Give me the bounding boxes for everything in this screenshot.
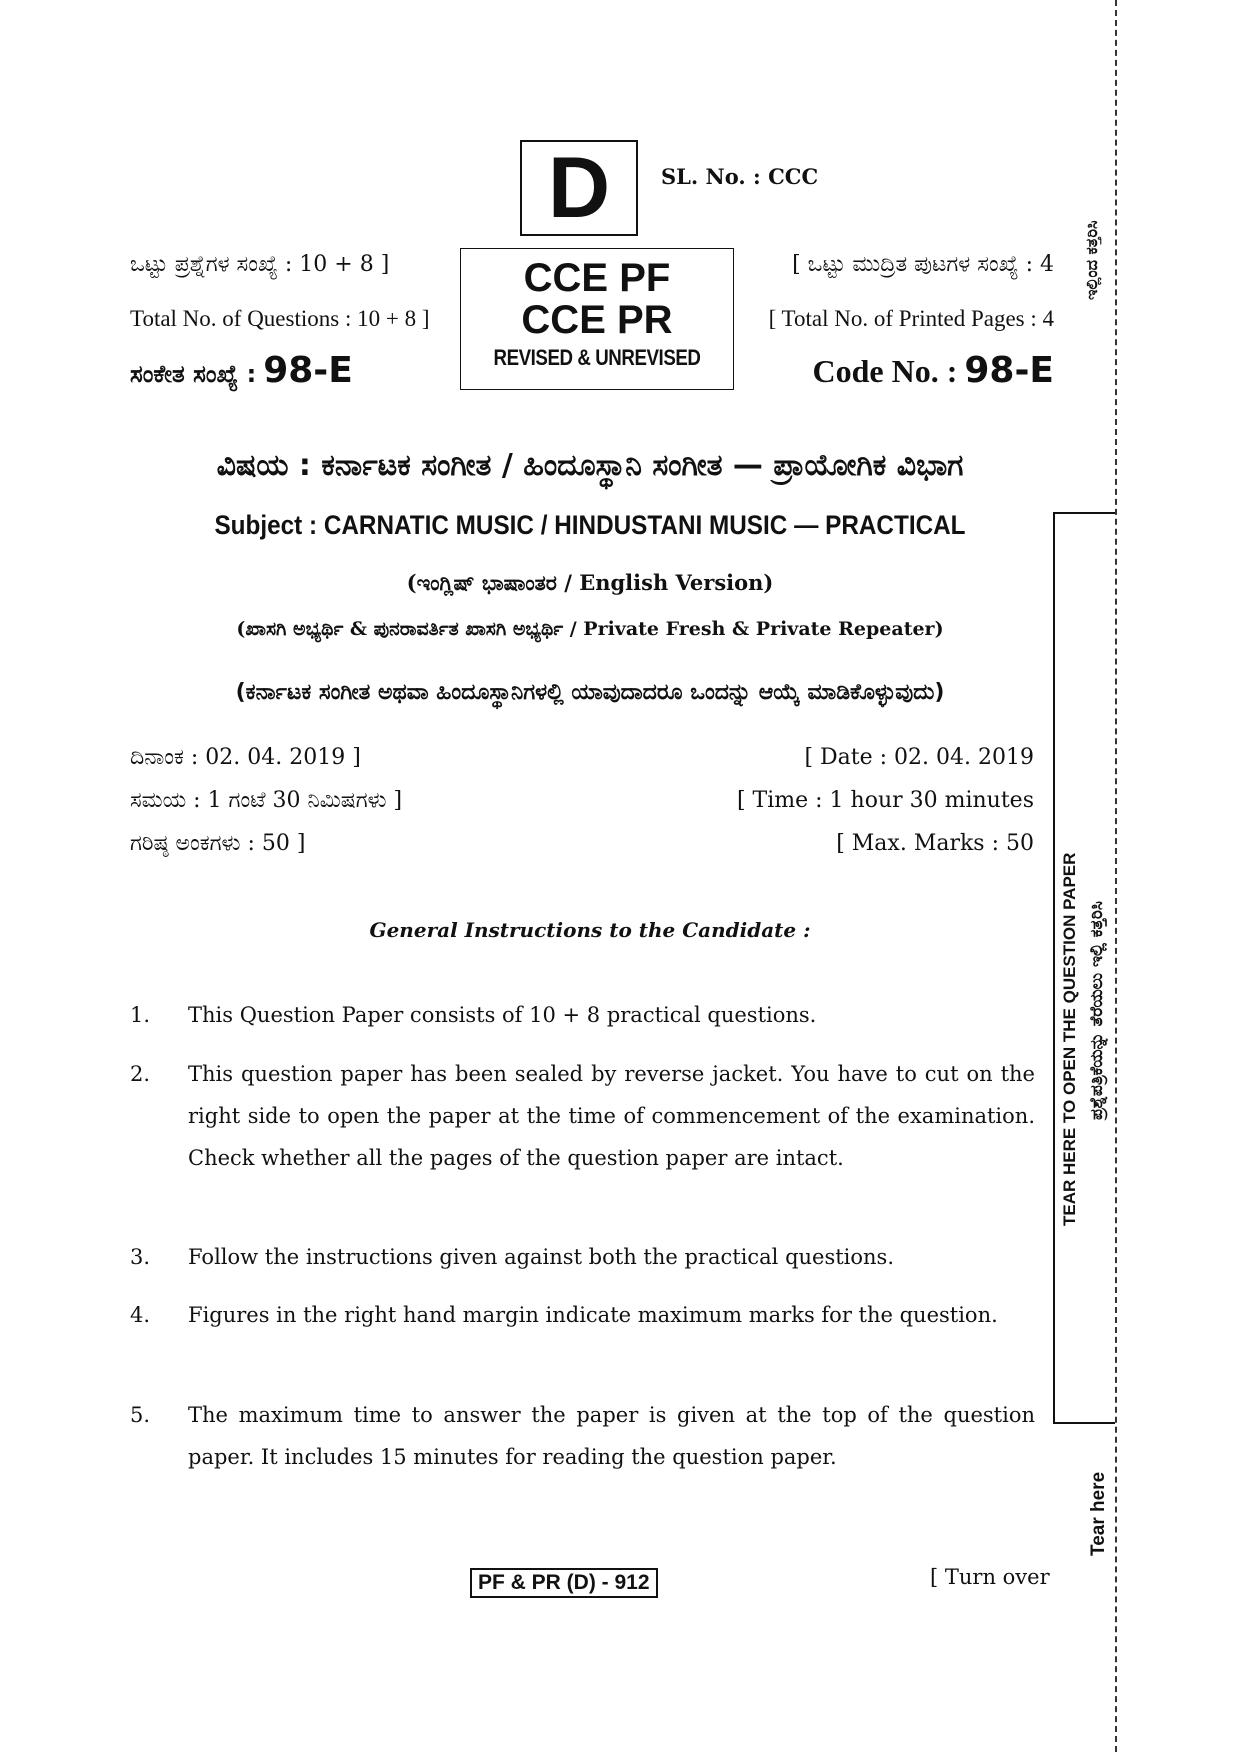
exam-type-revision: REVISED & UNREVISED [493,345,701,370]
cut-here-kn: ಇಲ್ಲಿಂದ ಕತ್ತರಿಸಿ [1082,220,1101,300]
subject-kannada: ವಿಷಯ : ಕರ್ನಾಟಕ ಸಂಗೀತ / ಹಿಂದೂಸ್ಥಾನಿ ಸಂಗೀತ — ಪ್ರಾಯೋಗಿಕ ವಿಭಾಗ [216,448,964,483]
exam-type-line-1: CCE PF [523,256,671,300]
marks-kn: ಗರಿಷ್ಠ ಅಂಕಗಳು : 50 ] [130,831,306,856]
questions-count-kn: ಒಟ್ಟು ಪ್ರಶ್ನೆಗಳ ಸಂಖ್ಯೆ : 10 + 8 ] [130,252,390,277]
instruction-number: 4. [130,1303,151,1327]
time-kn: ಸಮಯ : 1 ಗಂಟೆ 30 ನಿಮಿಷಗಳು ] [130,788,403,813]
date-kn: ದಿನಾಂಕ : 02. 04. 2019 ] [130,745,361,770]
questions-count-en: Total No. of Questions : 10 + 8 ] [130,306,430,331]
instruction-number: 3. [130,1245,151,1269]
instructions-title: General Instructions to the Candidate : [369,918,811,942]
version-line: (ಇಂಗ್ಲಿಷ್ ಭಾಷಾಂತರ / English Version) [406,570,774,595]
serial-number: SL. No. : CCC [661,164,819,189]
tear-here-label: Tear here [1088,1471,1109,1556]
code-en-label: Code No. : [812,353,958,389]
subject-english: Subject : CARNATIC MUSIC / HINDUSTANI MUSIC — PRACTICAL [214,510,966,540]
time-en: [ Time : 1 hour 30 minutes [736,788,1034,813]
tear-instruction-kn: ಪ್ರಶ್ನೆಪತ್ರಿಕೆಯನ್ನು ತೆರೆಯಲು ಇಲ್ಲಿ ಕತ್ತರಿಸಿ [1087,901,1107,1120]
tear-instruction: TEAR HERE TO OPEN THE QUESTION PAPER [1060,852,1079,1226]
instruction-text: Figures in the right hand margin indicate maximum marks for the question. [188,1303,998,1327]
instruction-number: 2. [130,1062,151,1086]
instruction-item [130,1053,1035,1179]
marks-en: [ Max. Marks : 50 [836,831,1034,856]
exam-type-box [460,248,734,390]
choice-note-line: (ಕರ್ನಾಟಕ ಸಂಗೀತ ಅಥವಾ ಹಿಂದೂಸ್ಥಾನಿಗಳಲ್ಲಿ ಯಾವುದಾದರೂ ಒಂದನ್ನು ಆಯ್ಕೆ ಮಾಡಿಕೊಳ್ಳುವುದು) [235,680,945,705]
printed-pages-kn: [ ಒಟ್ಟು ಮುದ್ರಿತ ಪುಟಗಳ ಸಂಖ್ಯೆ : 4 [792,252,1054,277]
instruction-text: Follow the instructions given against both the practical questions. [188,1245,895,1269]
instruction-number: 5. [130,1403,151,1427]
code-kn-label: ಸಂಕೇತ ಸಂಖ್ಯೆ : [130,360,257,388]
tear-line [1115,0,1117,1752]
set-letter: D [547,140,611,236]
code-number-en [812,350,1054,391]
instruction-item [130,1236,1035,1278]
instruction-item [130,994,1035,1036]
set-letter-box [520,140,638,236]
instruction-text: The maximum time to answer the paper is given at the top of the question paper. It includes 15 minutes for reading the question paper. [188,1403,1035,1469]
instruction-item [130,1294,1035,1336]
instruction-text: This Question Paper consists of 10 + 8 practical questions. [188,1003,817,1027]
instruction-text: This question paper has been sealed by reverse jacket. You have to cut on the right side to open the paper at the time of commencement of the examination. Check whether all the pages of the question paper are intact. [188,1062,1035,1170]
code-kn-value: 98-E [263,350,353,391]
instruction-item [130,1394,1035,1478]
code-en-value: 98-E [964,350,1054,391]
date-en: [ Date : 02. 04. 2019 [804,745,1034,770]
turn-over-note: [ Turn over [930,1565,1050,1589]
code-number-kn [130,350,353,391]
candidate-type-line: (ಖಾಸಗಿ ಅಭ್ಯರ್ಥಿ & ಪುನರಾವರ್ತಿತ ಖಾಸಗಿ ಅಭ್ಯರ್ಥಿ / Private Fresh & Private Repeater) [236,618,944,640]
printed-pages-en: [ Total No. of Printed Pages : 4 [768,306,1054,331]
instruction-number: 1. [130,1003,151,1027]
exam-type-line-2: CCE PR [521,298,673,342]
paper-code: PF & PR (D) - 912 [470,1568,658,1598]
